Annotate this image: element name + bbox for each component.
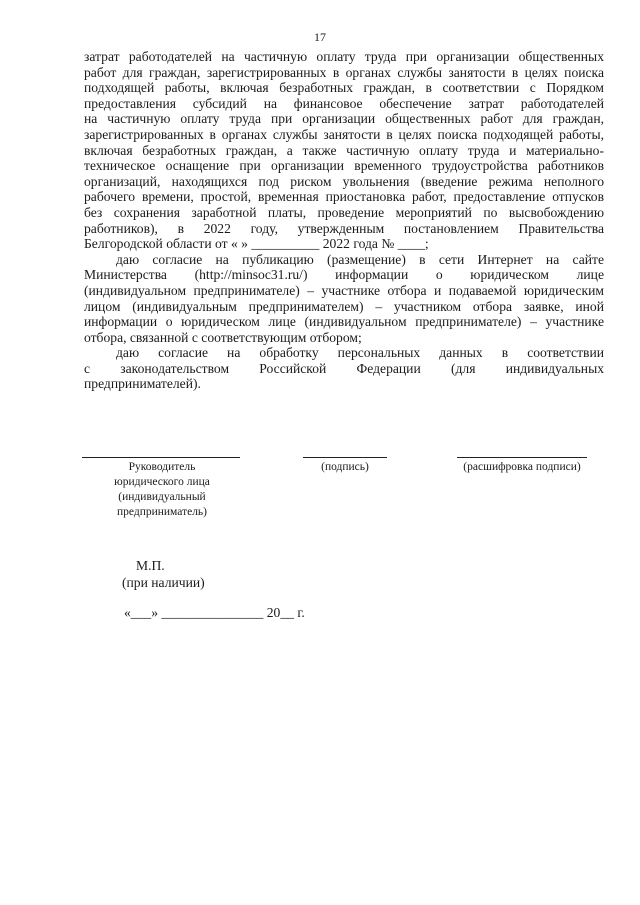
- text-line: (индивидуальном предпринимателе) – участнике отбора и подаваемой юридическим: [84, 282, 604, 298]
- signature-caption: (подпись): [321, 461, 369, 473]
- page-number: 17: [314, 30, 326, 44]
- text-line: включая безработных граждан, а также частичную оплату труда и материально-: [84, 142, 604, 158]
- text-line: даю согласие на публикацию (размещение) в сети Интернет на сайте: [116, 251, 604, 267]
- date-line: «___» _______________ 20__ г.: [124, 605, 305, 620]
- signature-line: [303, 457, 387, 458]
- text-line: с законодательством Российской Федерации (для индивидуальных: [84, 360, 604, 376]
- text-line: организаций, находящихся под риском увольнения (введение режима неполного: [84, 173, 604, 189]
- head-signature-line: [82, 457, 240, 458]
- text-line: лицом (индивидуальным предпринимателем) – участником отбора заявке, иной: [84, 298, 604, 314]
- text-line: на частичную оплату труда при организации общественных работ для граждан,: [84, 111, 604, 127]
- text-line: затрат работодателей на частичную оплату труда при организации общественных: [84, 49, 604, 64]
- text-line: зарегистрированных в органах службы занятости в целях поиска подходящей работы,: [84, 126, 604, 142]
- text-line: рабочего времени, простой, временная приостановка работ, предоставление отпусков: [84, 189, 604, 205]
- text-line: подходящей работы, включая безработных граждан, в соответствии с Порядком: [84, 80, 604, 96]
- text-line: информации о юридическом лице (индивидуальном предпринимателе) – участнике: [84, 314, 604, 330]
- text-line: техническое оснащение при организации временного трудоустройства работников: [84, 158, 604, 174]
- text-line: без сохранения заработной платы, проведение мероприятий по высвобождению: [84, 204, 604, 220]
- text-line: отбора, связанной с соответствующим отбором;: [84, 329, 362, 345]
- stamp-note: (при наличии): [122, 575, 205, 590]
- text-line: даю согласие на обработку персональных данных в соответствии: [116, 345, 604, 361]
- text-line: предпринимателей).: [84, 376, 201, 392]
- text-line: Белгородской области от « » __________ 2022 года № ____;: [84, 236, 429, 252]
- decoding-caption: (расшифровка подписи): [463, 461, 581, 473]
- text-line: Министерства (http://minsoc31.ru/) информации о юридическом лице: [84, 267, 604, 283]
- head-caption: Руководитель юридического лица (индивидуальный предприниматель): [114, 461, 210, 518]
- document-body: [84, 49, 604, 392]
- text-line: работ для граждан, зарегистрированных в органах службы занятости в целях поиска: [84, 64, 604, 80]
- decoding-signature-line: [457, 457, 587, 458]
- stamp-label: М.П.: [136, 558, 165, 573]
- text-line: предоставления субсидий на финансовое обеспечение затрат работодателей: [84, 95, 604, 111]
- text-line: работников), в 2022 году, утвержденным постановлением Правительства: [84, 220, 604, 236]
